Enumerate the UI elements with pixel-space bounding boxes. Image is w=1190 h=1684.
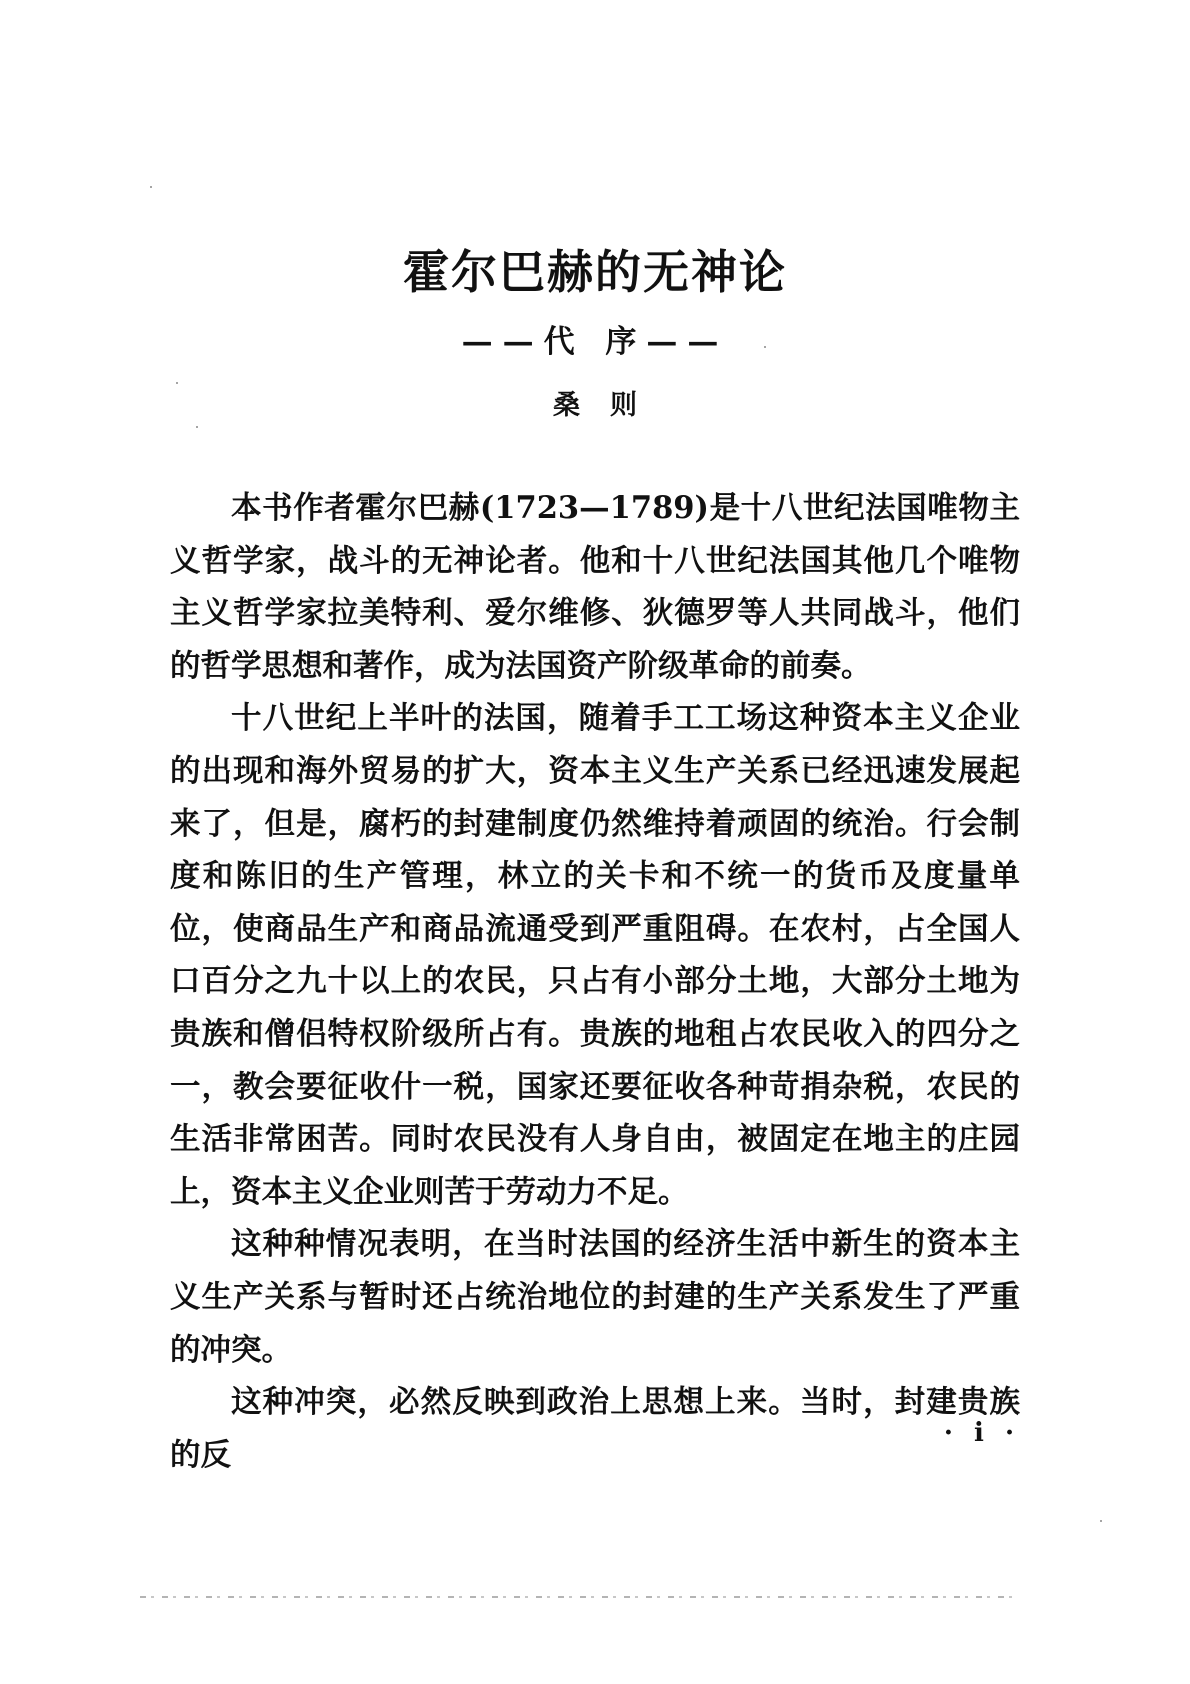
scan-speck	[150, 186, 152, 188]
scan-speck	[1100, 1520, 1102, 1522]
page-number: · i ·	[943, 1418, 1020, 1448]
paragraph-4: 这种冲突，必然反映到政治上思想上来。当时，封建贵族的反	[170, 1384, 1020, 1473]
paragraph-2: 十八世纪上半叶的法国，随着手工工场这种资本主义企业的出现和海外贸易的扩大，资本主义生产关系已经迅速发展起来了，但是，腐朽的封建制度仍然维持着顽固的统治。行会制度和陈旧的生产管理，林立的关卡和不统一的货币及度量单位，使商品生产和商品流通受到严重阻碍。在农村，占全国人口百分之九十以上的农民，只占有小部分土地，大部分土地为贵族和僧侣特权阶级所占有。贵族的地租占农民收入的四分之一，教会要征收什一税，国家还要征收各种苛捐杂税，农民的生活非常困苦。同时农民没有人身自由，被固定在地主的庄园上，资本主义企业则苦于劳动力不足。	[170, 700, 1020, 1210]
scan-speck	[176, 382, 178, 384]
author-name: 桑则	[553, 390, 667, 421]
paragraph-1: 本书作者霍尔巴赫(1723—1789)是十八世纪法国唯物主义哲学家，战斗的无神论者。他和十八世纪法国其他几个唯物主义哲学家拉美特利、爱尔维修、狄德罗等人共同战斗，他们的哲学思想和著作，成为法国资产阶级革命的前奏。	[170, 490, 1020, 684]
body-text	[170, 482, 1020, 1481]
scan-speck	[764, 346, 766, 348]
scan-speck	[196, 426, 198, 428]
document-title: 霍尔巴赫的无神论	[403, 245, 787, 299]
document-subtitle: ——代 序——	[461, 324, 729, 360]
scan-artifact-line	[140, 1596, 1020, 1598]
paragraph-3: 这种种情况表明，在当时法国的经济生活中新生的资本主义生产关系与暂时还占统治地位的封建的生产关系发生了严重的冲突。	[170, 1226, 1020, 1368]
